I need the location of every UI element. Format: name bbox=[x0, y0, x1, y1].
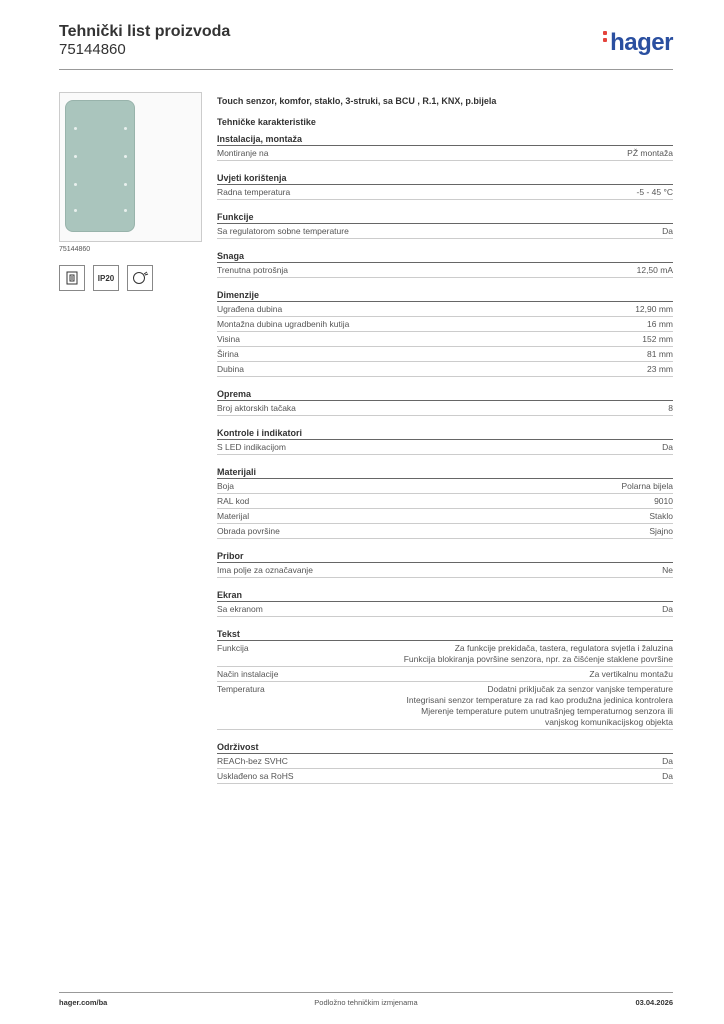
spec-label: Obrada površine bbox=[217, 526, 280, 536]
spec-row bbox=[217, 440, 673, 455]
product-image-caption: 75144860 bbox=[59, 246, 91, 253]
spec-value bbox=[662, 604, 673, 615]
spec-value-line: Funkcija blokiranja površine senzora, npr. za čišćenje staklene površine bbox=[403, 654, 673, 664]
spec-value bbox=[637, 187, 673, 198]
spec-section bbox=[217, 210, 673, 239]
spec-row bbox=[217, 682, 673, 730]
spec-section bbox=[217, 740, 673, 784]
product-number: 75144860 bbox=[59, 41, 126, 58]
spec-row bbox=[217, 362, 673, 377]
spec-section bbox=[217, 426, 673, 455]
spec-value-line: 152 mm bbox=[642, 334, 673, 344]
spec-value-line: 12,90 mm bbox=[635, 304, 673, 314]
spec-value bbox=[647, 364, 673, 375]
spec-value-line: -5 - 45 °C bbox=[636, 187, 673, 197]
footer-date: 03.04.2026 bbox=[635, 998, 673, 1007]
spec-label: Temperatura bbox=[217, 684, 265, 694]
spec-row bbox=[217, 602, 673, 617]
spec-value-line: vanjskog komunikacijskog objekta bbox=[544, 717, 673, 727]
spec-label: Materijal bbox=[217, 511, 250, 521]
spec-label: Usklađeno sa RoHS bbox=[217, 771, 294, 781]
spec-section-title: Kontrole i indikatori bbox=[217, 426, 673, 440]
spec-label: RAL kod bbox=[217, 496, 250, 506]
spec-row bbox=[217, 563, 673, 578]
spec-label: Širina bbox=[217, 349, 239, 359]
page-title: Tehnički list proizvoda bbox=[59, 23, 231, 40]
footer-website-link[interactable]: hager.com/ba bbox=[59, 998, 108, 1007]
ip20-icon: IP20 bbox=[93, 265, 119, 291]
spec-section-title: Snaga bbox=[217, 249, 673, 263]
spec-row bbox=[217, 401, 673, 416]
spec-row bbox=[217, 263, 673, 278]
spec-section bbox=[217, 549, 673, 578]
spec-section bbox=[217, 588, 673, 617]
spec-value bbox=[647, 319, 673, 330]
spec-row bbox=[217, 509, 673, 524]
spec-value-line: Ne bbox=[662, 565, 673, 575]
spec-value bbox=[649, 526, 673, 537]
spec-label: Ima polje za označavanje bbox=[217, 565, 313, 575]
header-divider bbox=[59, 69, 673, 70]
product-title: Touch senzor, komfor, staklo, 3-struki, sa BCU , R.1, KNX, p.bijela bbox=[217, 96, 497, 106]
spec-section-title: Pribor bbox=[217, 549, 673, 563]
spec-label: Visina bbox=[217, 334, 240, 344]
spec-section-title: Materijali bbox=[217, 465, 673, 479]
spec-value bbox=[627, 148, 673, 159]
spec-value-line: Integrisani senzor temperature za rad kao produžna jedinica kontrolera bbox=[406, 695, 673, 705]
section-heading: Tehničke karakteristike bbox=[217, 117, 316, 127]
spec-row bbox=[217, 224, 673, 239]
spec-label: Ugrađena dubina bbox=[217, 304, 283, 314]
spec-row bbox=[217, 667, 673, 682]
spec-section-title: Tekst bbox=[217, 627, 673, 641]
spec-value bbox=[621, 481, 673, 492]
spec-value-line: 12,50 mA bbox=[636, 265, 673, 275]
spec-value-line: Za funkcije prekidača, tastera, regulatora svjetla i žaluzina bbox=[454, 643, 673, 653]
spec-row bbox=[217, 754, 673, 769]
spec-value bbox=[668, 403, 673, 414]
spec-value bbox=[404, 643, 673, 665]
spec-label: Sa ekranom bbox=[217, 604, 263, 614]
spec-row bbox=[217, 769, 673, 784]
rotate-symbol-icon bbox=[127, 265, 153, 291]
spec-value bbox=[662, 442, 673, 453]
spec-value-line: Da bbox=[662, 756, 673, 766]
spec-value-line: Da bbox=[662, 226, 673, 236]
spec-label: Način instalacije bbox=[217, 669, 279, 679]
spec-row bbox=[217, 332, 673, 347]
spec-value-line: 8 bbox=[668, 403, 673, 413]
touch-panel-illustration bbox=[65, 100, 135, 232]
spec-value-line: 23 mm bbox=[647, 364, 673, 374]
spec-value-line: 16 mm bbox=[647, 319, 673, 329]
spec-label: Radna temperatura bbox=[217, 187, 291, 197]
spec-value-line: Da bbox=[662, 442, 673, 452]
spec-label: Montiranje na bbox=[217, 148, 269, 158]
spec-value-line: Da bbox=[662, 604, 673, 614]
spec-section-title: Instalacija, montaža bbox=[217, 132, 673, 146]
spec-section bbox=[217, 387, 673, 416]
spec-label: S LED indikacijom bbox=[217, 442, 286, 452]
spec-value bbox=[649, 511, 673, 522]
spec-value bbox=[654, 496, 673, 507]
product-image bbox=[59, 92, 202, 242]
spec-section-title: Održivost bbox=[217, 740, 673, 754]
spec-value bbox=[637, 265, 673, 276]
spec-label: Broj aktorskih tačaka bbox=[217, 403, 296, 413]
specifications bbox=[217, 92, 673, 794]
spec-value bbox=[589, 669, 673, 680]
spec-label: Sa regulatorom sobne temperature bbox=[217, 226, 349, 236]
spec-section-title: Ekran bbox=[217, 588, 673, 602]
spec-value bbox=[662, 565, 673, 576]
spec-label: Trenutna potrošnja bbox=[217, 265, 289, 275]
spec-section bbox=[217, 249, 673, 278]
hager-logo bbox=[603, 29, 673, 57]
spec-value bbox=[662, 226, 673, 237]
mounting-symbol-icon bbox=[59, 265, 85, 291]
spec-value bbox=[635, 304, 673, 315]
spec-value-line: 9010 bbox=[654, 496, 673, 506]
spec-value-line: 81 mm bbox=[647, 349, 673, 359]
spec-sections bbox=[217, 132, 673, 784]
spec-value-line: Staklo bbox=[649, 511, 673, 521]
spec-value bbox=[662, 756, 673, 767]
spec-value-line: Polarna bijela bbox=[621, 481, 673, 491]
footer-divider bbox=[59, 992, 673, 993]
spec-section bbox=[217, 132, 673, 161]
spec-row bbox=[217, 494, 673, 509]
spec-label: Boja bbox=[217, 481, 235, 491]
spec-section-title: Uvjeti korištenja bbox=[217, 171, 673, 185]
spec-section bbox=[217, 288, 673, 377]
footer-note: Podložno tehničkim izmjenama bbox=[314, 998, 418, 1007]
spec-value bbox=[642, 334, 673, 345]
spec-value bbox=[662, 771, 673, 782]
spec-section bbox=[217, 171, 673, 200]
spec-row bbox=[217, 146, 673, 161]
spec-row bbox=[217, 479, 673, 494]
spec-row bbox=[217, 185, 673, 200]
spec-label: Montažna dubina ugradbenih kutija bbox=[217, 319, 350, 329]
spec-row bbox=[217, 302, 673, 317]
spec-row bbox=[217, 317, 673, 332]
spec-value bbox=[407, 684, 673, 728]
spec-row bbox=[217, 524, 673, 539]
spec-section-title: Funkcije bbox=[217, 210, 673, 224]
product-sidebar bbox=[59, 92, 202, 291]
spec-value-line: PŽ montaža bbox=[627, 148, 673, 158]
spec-label: Dubina bbox=[217, 364, 244, 374]
spec-value-line: Za vertikalnu montažu bbox=[589, 669, 673, 679]
spec-section-title: Oprema bbox=[217, 387, 673, 401]
spec-value-line: Mjerenje temperature putem unutrašnjeg temperaturnog senzora ili bbox=[421, 706, 673, 716]
spec-section bbox=[217, 465, 673, 539]
certification-icons bbox=[59, 265, 202, 291]
spec-label: REACh-bez SVHC bbox=[217, 756, 288, 766]
spec-value-line: Da bbox=[662, 771, 673, 781]
page-header bbox=[59, 22, 673, 68]
spec-section-title: Dimenzije bbox=[217, 288, 673, 302]
spec-row bbox=[217, 641, 673, 667]
logo-dots-icon bbox=[603, 31, 608, 45]
spec-label: Funkcija bbox=[217, 643, 249, 653]
spec-value bbox=[647, 349, 673, 360]
logo-text: hager bbox=[610, 29, 673, 56]
spec-value-line: Dodatni priključak za senzor vanjske temperature bbox=[487, 684, 673, 694]
spec-section bbox=[217, 627, 673, 730]
spec-value-line: Sjajno bbox=[649, 526, 673, 536]
spec-row bbox=[217, 347, 673, 362]
